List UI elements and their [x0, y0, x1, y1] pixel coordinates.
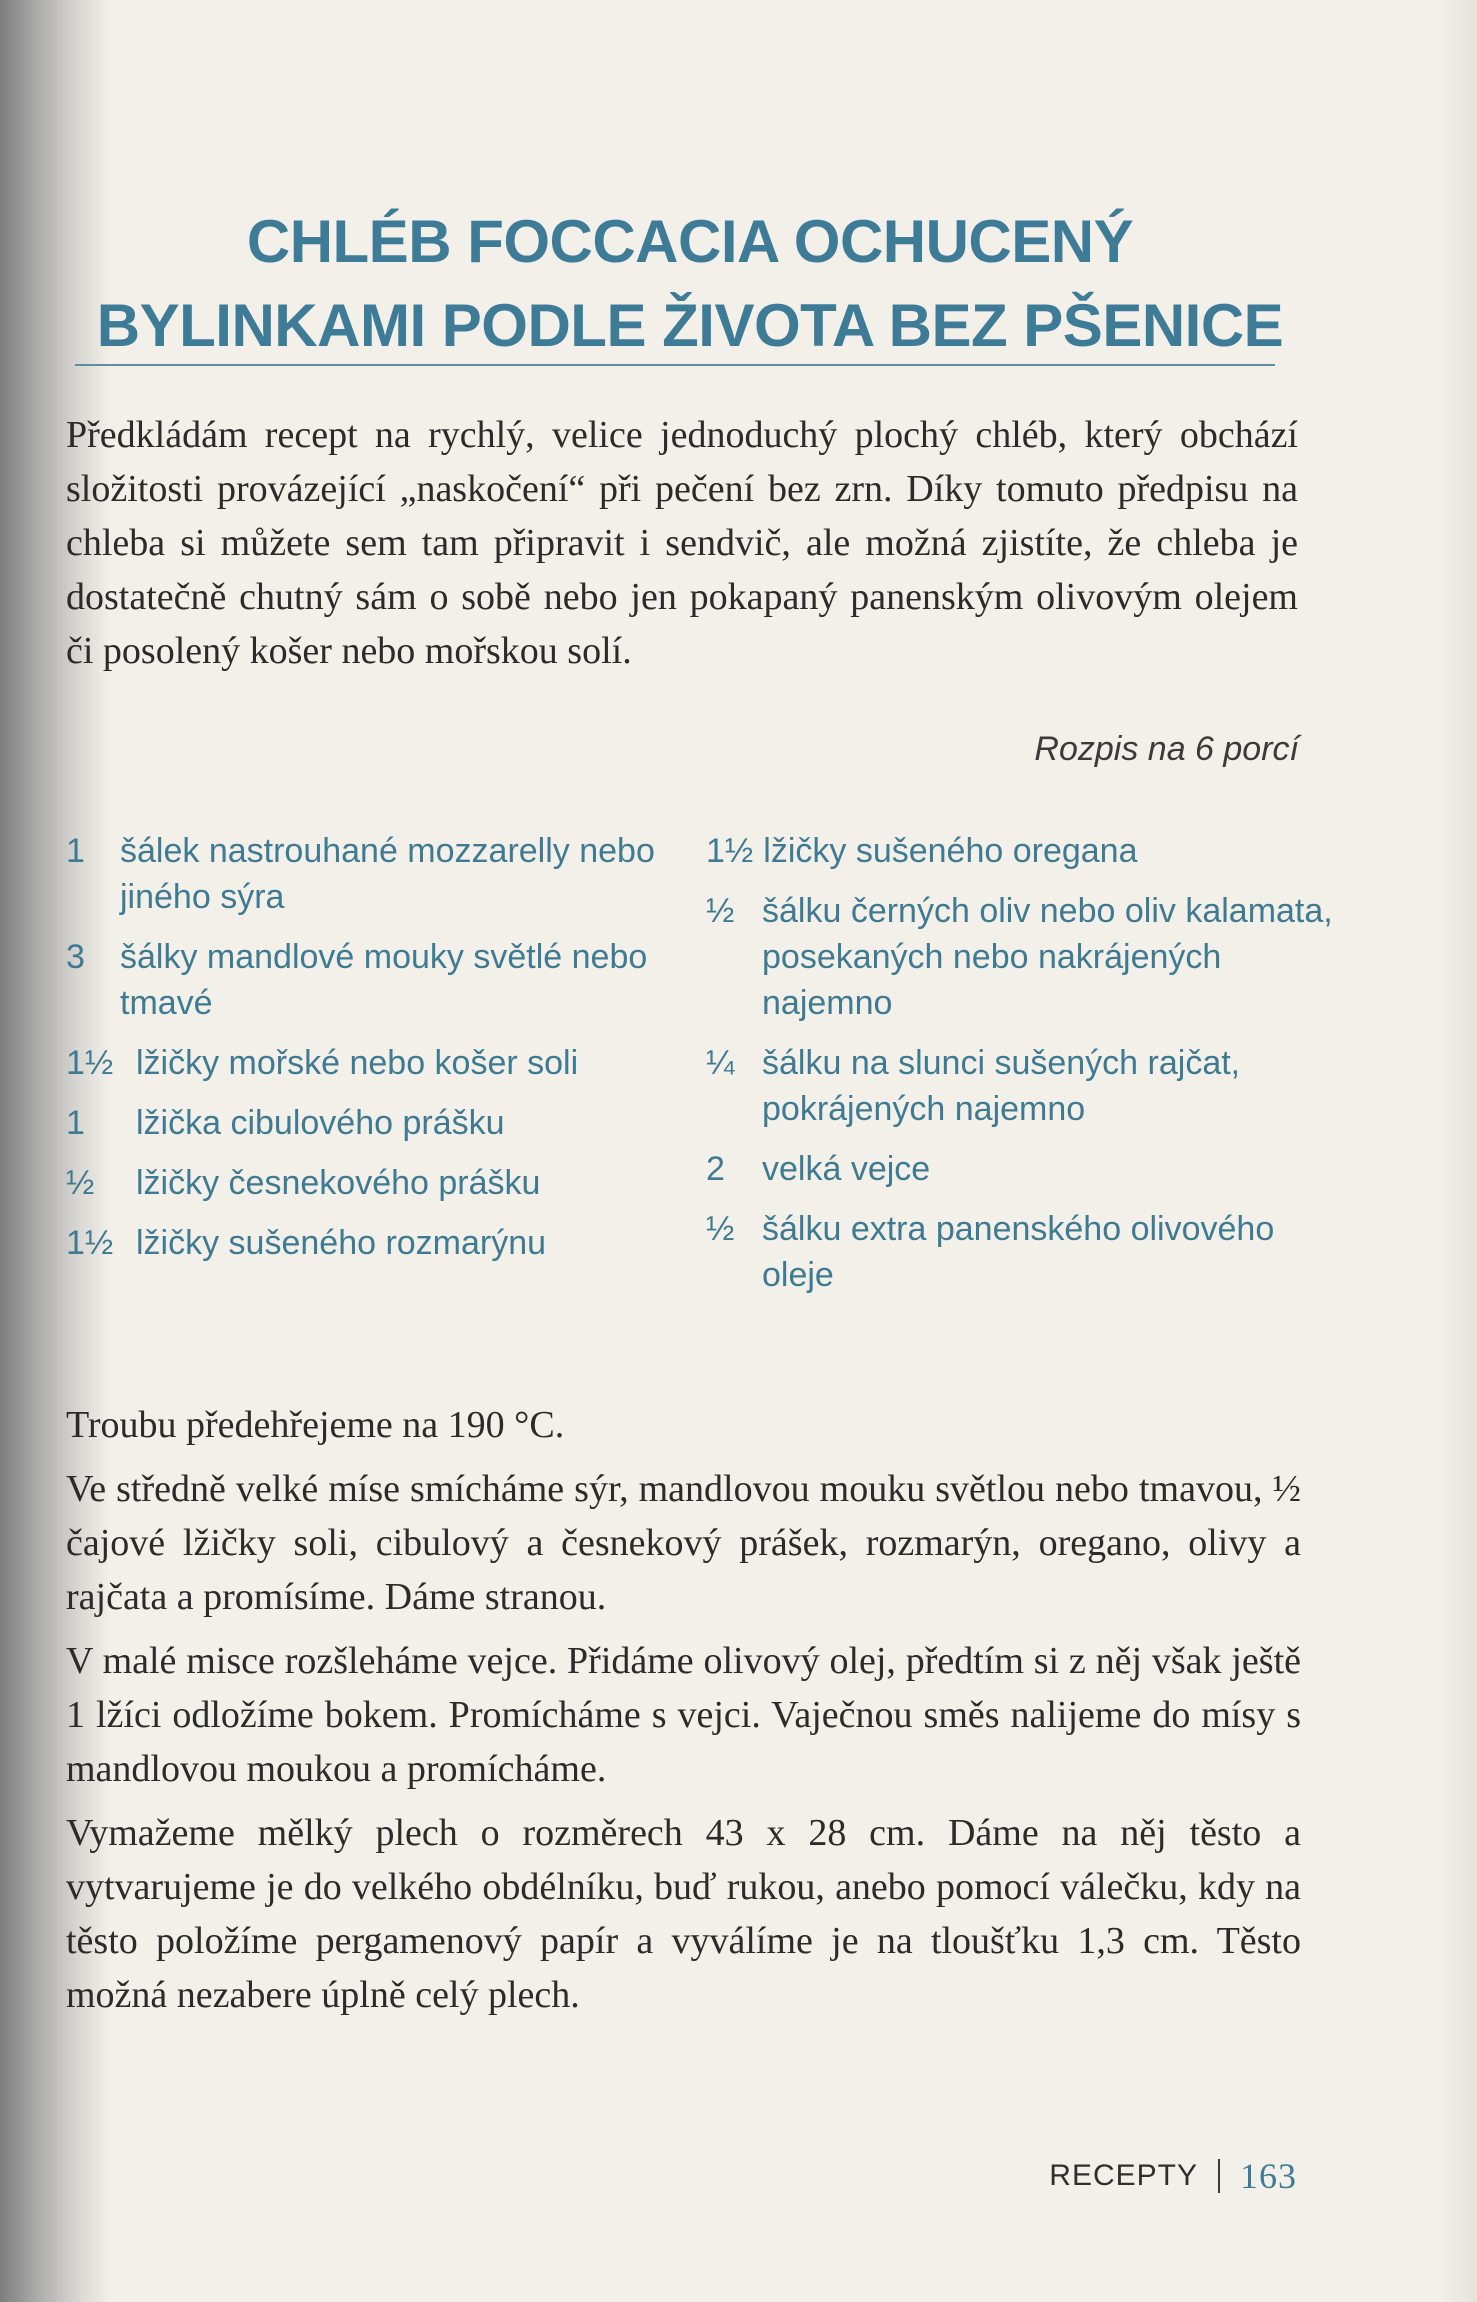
intro-text: Předkládám recept na rychlý, velice jednoduchý plochý chléb, který obchází složitosti provázející „naskočení“ při pečení bez zrn. Díky tomuto předpisu na chleba si můžete sem tam připravit i sendvič, ale možná zjistíte, že chleba je dostatečně chutný sám o sobě nebo jen pokapaný panenským olivovým olejem či posolený košer nebo mořskou solí.: [66, 414, 1298, 672]
method-step: Troubu předehřejeme na 190 °C.: [66, 1404, 565, 1446]
ingredient-text: šálky mandlové mouky světlé nebo tmavé: [120, 938, 648, 1022]
ingredient-column-left: [66, 828, 686, 1280]
method-step: V malé misce rozšleháme vejce. Přidáme olivový olej, předtím si z něj však ještě 1 lžíci odložíme bokem. Promícháme s vejci. Vaječnou směs nalijeme do mísy s mandlovou moukou a promícháme.: [66, 1640, 1301, 1790]
ingredient-text: šálek nastrouhané mozzarelly nebo jiného sýra: [120, 832, 655, 916]
ingredient-quantity: 2: [706, 1150, 725, 1188]
ingredient-text: šálku na slunci sušených rajčat, pokrájených najemno: [762, 1044, 1241, 1128]
recipe-title: [70, 200, 1310, 368]
ingredient-item: [66, 828, 686, 920]
ingredient-item: [66, 1160, 686, 1206]
ingredient-item: [66, 1100, 686, 1146]
ingredient-quantity: 1: [66, 832, 85, 870]
ingredient-item: [706, 1206, 1346, 1298]
ingredient-quantity: 1: [66, 1104, 85, 1142]
ingredient-text: šálku extra panenského olivového oleje: [762, 1210, 1275, 1294]
method-step: Vymažeme mělký plech o rozměrech 43 x 28 cm. Dáme na něj těsto a vytvarujeme je do velkého obdélníku, buď rukou, anebo pomocí válečku, kdy na těsto položíme pergamenový papír a vyválíme je na tloušťku 1,3 cm. Těsto možná nezabere úplně celý plech.: [66, 1812, 1301, 2016]
method-steps: [66, 1398, 1301, 2032]
intro-paragraph: [66, 408, 1298, 678]
ingredient-text: lžičky sušeného rozmarýnu: [136, 1224, 547, 1262]
ingredient-text: lžičky česnekového prášku: [136, 1164, 541, 1202]
ingredient-quantity: ½: [66, 1164, 95, 1202]
ingredient-column-right: [706, 828, 1346, 1312]
ingredient-text: lžičky mořské nebo košer soli: [136, 1044, 579, 1082]
ingredient-item: [706, 1040, 1346, 1132]
recipe-title-line-1: CHLÉB FOCCACIA OCHUCENÝ: [246, 208, 1134, 275]
section-name: RECEPTY: [1049, 2159, 1198, 2192]
method-step: Ve středně velké míse smícháme sýr, mandlovou mouku světlou nebo tmavou, ½ čajové lžičky soli, cibulový a česnekový prášek, rozmarýn, oregano, olivy a rajčata a promísíme. Dáme stranou.: [66, 1468, 1301, 1618]
ingredient-quantity: 3: [66, 938, 85, 976]
ingredient-quantity: 1½: [706, 832, 754, 870]
footer-separator: [1218, 2159, 1220, 2193]
ingredient-item: [706, 1146, 1346, 1192]
ingredient-item: [706, 828, 1346, 874]
ingredient-quantity: ½: [706, 892, 735, 930]
ingredient-item: [706, 888, 1346, 1026]
ingredient-quantity: ½: [706, 1210, 735, 1248]
portions-note: Rozpis na 6 porcí: [1034, 730, 1299, 768]
ingredient-item: [66, 1040, 686, 1086]
ingredient-item: [66, 934, 686, 1026]
ingredient-text: lžičky sušeného oregana: [763, 832, 1138, 870]
page-footer: [1049, 2155, 1297, 2197]
ingredient-quantity: ¼: [706, 1044, 735, 1082]
ingredient-text: lžička cibulového prášku: [136, 1104, 505, 1142]
ingredient-text: šálku černých oliv nebo oliv kalamata, posekaných nebo nakrájených najemno: [762, 892, 1333, 1022]
page-number: 163: [1240, 2156, 1297, 2196]
ingredient-text: velká vejce: [762, 1150, 931, 1188]
recipe-title-line-2: BYLINKAMI PODLE ŽIVOTA BEZ PŠENICE: [96, 292, 1284, 359]
ingredient-item: [66, 1220, 686, 1266]
page-edge: [1437, 0, 1477, 2302]
ingredient-quantity: 1½: [66, 1044, 114, 1082]
ingredient-quantity: 1½: [66, 1224, 114, 1262]
title-divider: [75, 364, 1275, 366]
